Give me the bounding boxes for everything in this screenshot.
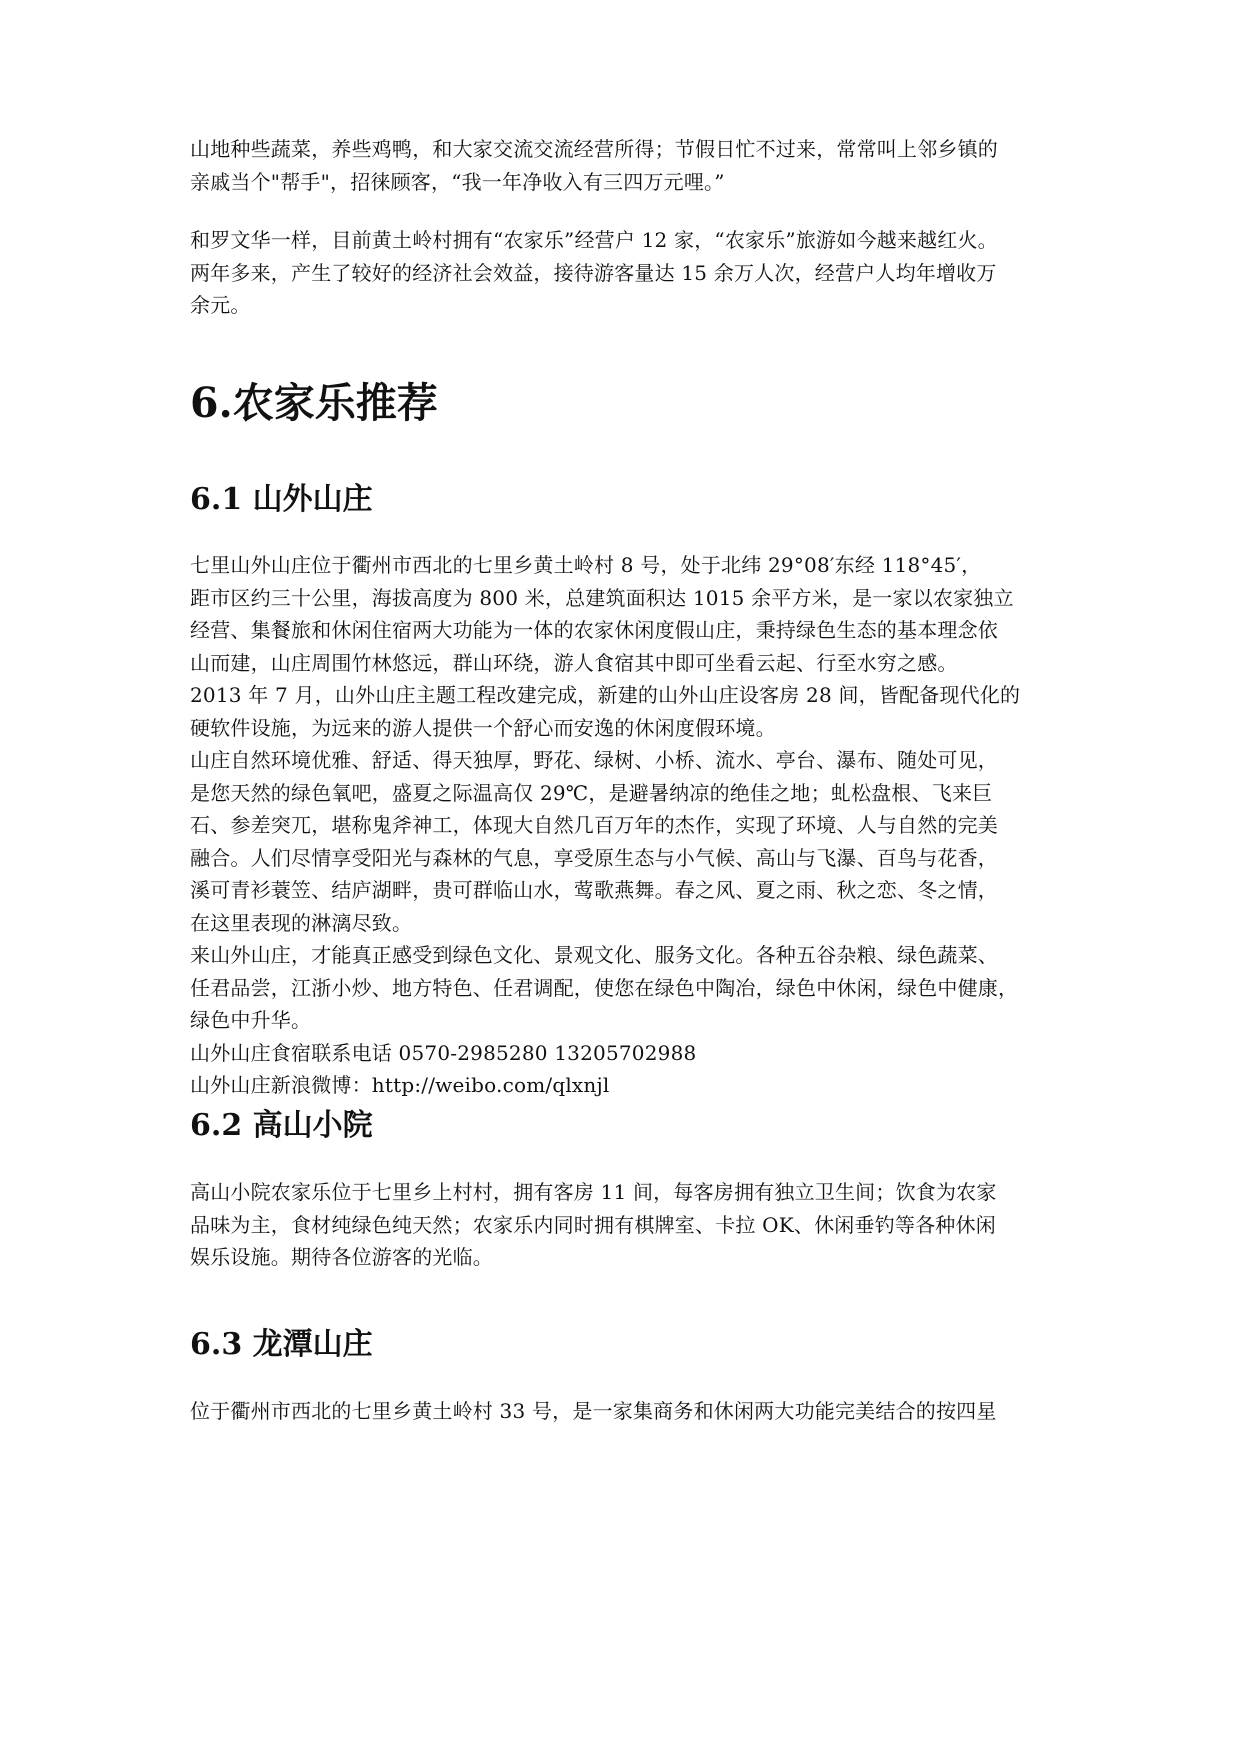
contact-phone: 山外山庄食宿联系电话 0570-2985280 13205702988 (190, 1040, 697, 1065)
text-line: 品味为主，食材纯绿色纯天然；农家乐内同时拥有棋牌室、卡拉 OK、休闲垂钓等各种休闲 (190, 1212, 996, 1237)
text-line: 山庄自然环境优雅、舒适、得天独厚，野花、绿树、小桥、流水、亭台、瀑布、随处可见， (190, 748, 998, 772)
text-line: 距市区约三十公里，海拔高度为 800 米，总建筑面积达 1015 余平方米，是一家以农家独立 (190, 585, 1014, 610)
text-line: 位于衢州市西北的七里乡黄土岭村 33 号，是一家集商务和休闲两大功能完美结合的按四星 (190, 1399, 997, 1423)
text-line: 娱乐设施。期待各位游客的光临。 (190, 1245, 493, 1269)
text-line: 是您天然的绿色氧吧，盛夏之际温高仅 29℃，是避暑纳凉的绝佳之地；虬松盘根、飞来巨 (190, 780, 993, 805)
intro-paragraph-1 (190, 133, 1060, 198)
text-line: 绿色中升华。 (190, 1008, 312, 1032)
weibo-link[interactable]: 山外山庄新浪微博：http://weibo.com/qlxnjl (190, 1073, 610, 1097)
text-line: 山而建，山庄周围竹林悠远，群山环绕，游人食宿其中即可坐看云起、行至水穷之感。 (190, 650, 958, 675)
text-line: 山地种些蔬菜，养些鸡鸭，和大家交流交流经营所得；节假日忙不过来，常常叫上邻乡镇的 (190, 137, 998, 161)
subsection-heading-6-1: 6.1 山外山庄 (190, 482, 373, 517)
text-line: 任君品尝，江浙小炒、地方特色、任君调配，使您在绿色中陶冶，绿色中休闲，绿色中健康， (190, 975, 1019, 1000)
section-heading: 6.农家乐推荐 (190, 379, 438, 427)
text-line: 融合。人们尽情享受阳光与森林的气息，享受原生态与小气候、高山与飞瀑、百鸟与花香， (190, 845, 998, 870)
subsection-heading-6-3: 6.3 龙潭山庄 (190, 1327, 373, 1362)
text-line: 余元。 (190, 293, 251, 317)
text-line: 七里山外山庄位于衢州市西北的七里乡黄土岭村 8 号，处于北纬 29°08′东经 118°45′， (190, 553, 982, 577)
text-line: 在这里表现的淋漓尽致。 (190, 910, 413, 935)
longtan-shanzhuang-description (190, 1395, 1060, 1428)
text-line: 2013 年 7 月，山外山庄主题工程改建完成，新建的山外山庄设客房 28 间，皆配备现代化的 (190, 683, 1021, 707)
text-line: 和罗文华一样，目前黄土岭村拥有“农家乐”经营户 12 家，“农家乐”旅游如今越来越红火。 (190, 228, 998, 252)
text-line: 高山小院农家乐位于七里乡上村村，拥有客房 11 间，每客房拥有独立卫生间；饮食为农家 (190, 1180, 997, 1204)
text-line: 两年多来，产生了较好的经济社会效益，接待游客量达 15 余万人次，经营户人均年增收万 (190, 260, 997, 285)
text-line: 经营、集餐旅和休闲住宿两大功能为一体的农家休闲度假山庄，秉持绿色生态的基本理念依 (190, 618, 998, 642)
text-line: 亲戚当个"帮手"，招徕顾客，“我一年净收入有三四万元哩。” (190, 169, 725, 194)
shanwai-shanzhuang-description (190, 549, 1060, 1102)
gaoshan-xiaoyuan-description (190, 1176, 1060, 1274)
text-line: 溪可青衫蓑笠、结庐湖畔，贵可群临山水，莺歌燕舞。春之风、夏之雨、秋之恋、冬之情， (190, 878, 998, 902)
intro-paragraph-2 (190, 224, 1060, 322)
text-line: 硬软件设施，为远来的游人提供一个舒心而安逸的休闲度假环境。 (190, 715, 776, 740)
text-line: 来山外山庄，才能真正感受到绿色文化、景观文化、服务文化。各种五谷杂粮、绿色蔬菜、 (190, 943, 998, 967)
subsection-heading-6-2: 6.2 高山小院 (190, 1108, 373, 1143)
text-line: 石、参差突兀，堪称鬼斧神工，体现大自然几百万年的杰作，实现了环境、人与自然的完美 (190, 813, 998, 837)
